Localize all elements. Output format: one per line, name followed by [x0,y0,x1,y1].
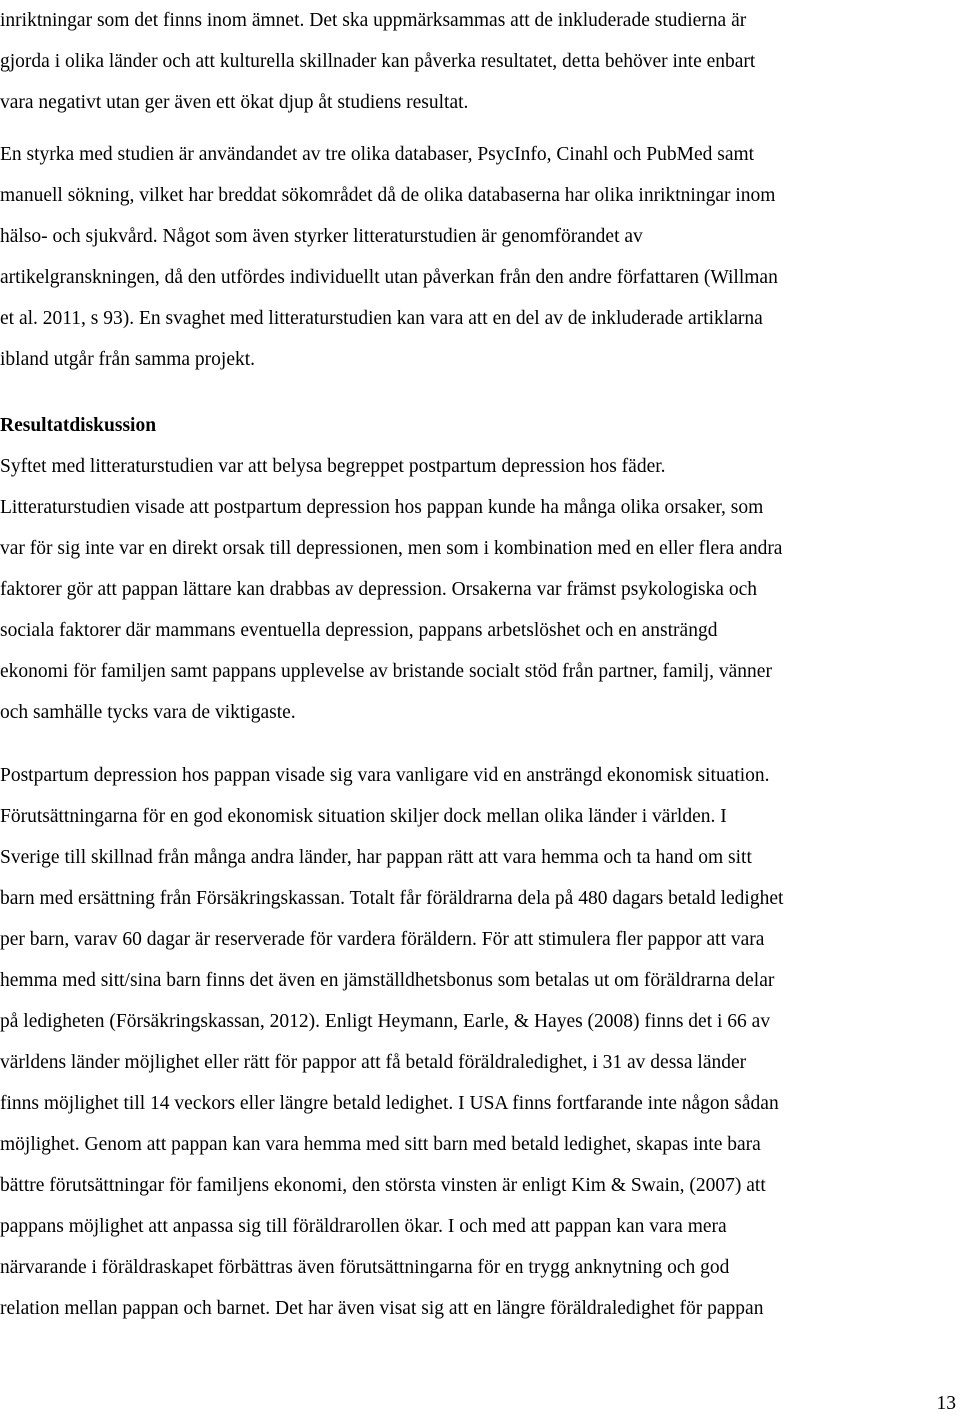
text-line: faktorer gör att pappan lättare kan drabbas av depression. Orsakerna var främst psykologiska och [0,579,757,600]
text-line: ibland utgår från samma projekt. [0,349,256,370]
text-line: hälso- och sjukvård. Något som även styrker litteraturstudien är genomförandet av [0,226,643,247]
text-line: per barn, varav 60 dagar är reserverade för vardera föräldern. För att stimulera fler pappor att vara [0,929,765,950]
text-line: världens länder möjlighet eller rätt för pappor att få betald föräldraledighet, i 31 av dessa länder [0,1052,747,1073]
text-line: Förutsättningarna för en god ekonomisk situation skiljer dock mellan olika länder i världen. I [0,806,727,827]
text-line: gjorda i olika länder och att kulturella skillnader kan påverka resultatet, detta behöver inte enbart [0,51,756,72]
section-heading-text: Resultatdiskussion [0,415,157,436]
section-heading [0,405,960,446]
intro-paragraph [0,0,960,123]
text-line: på ledigheten (Försäkringskassan, 2012). Enligt Heymann, Earle, & Hayes (2008) finns det i 66 av [0,1011,771,1032]
text-line: bättre förutsättningar för familjens ekonomi, den största vinsten är enligt Kim & Swain, (2007) att [0,1175,766,1196]
text-line: inriktningar som det finns inom ämnet. Det ska uppmärksammas att de inkluderade studierna är [0,10,747,31]
text-line: manuell sökning, vilket har breddat sökområdet då de olika databaserna har olika inriktningar inom [0,185,776,206]
results-paragraph [0,446,960,733]
text-line: ekonomi för familjen samt pappans upplevelse av bristande socialt stöd från partner, familj, vänner [0,661,772,682]
text-line: artikelgranskningen, då den utfördes individuellt utan påverkan från den andre författaren (Willman [0,267,778,288]
text-line: sociala faktorer där mammans eventuella depression, pappans arbetslöshet och en ansträngd [0,620,718,641]
text-line: hemma med sitt/sina barn finns det även en jämställdhetsbonus som betalas ut om föräldrarna delar [0,970,775,991]
text-line: pappans möjlighet att anpassa sig till föräldrarollen ökar. I och med att pappan kan vara mera [0,1216,727,1237]
text-line: Litteraturstudien visade att postpartum depression hos pappan kunde ha många olika orsaker, som [0,497,764,518]
text-line: et al. 2011, s 93). En svaghet med litteraturstudien kan vara att en del av de inkluderade artiklarna [0,308,763,329]
text-line: närvarande i föräldraskapet förbättras även förutsättningarna för en trygg anknytning och god [0,1257,730,1278]
text-line: finns möjlighet till 14 veckors eller längre betald ledighet. I USA finns fortfarande inte någon sådan [0,1093,779,1114]
text-line: Postpartum depression hos pappan visade sig vara vanligare vid en ansträngd ekonomisk situation. [0,765,770,786]
text-line: barn med ersättning från Försäkringskassan. Totalt får föräldrarna dela på 480 dagars betald ledighet [0,888,784,909]
text-line: En styrka med studien är användandet av tre olika databaser, PsycInfo, Cinahl och PubMed samt [0,144,755,165]
economy-paragraph [0,755,960,1329]
strength-paragraph [0,134,960,380]
text-line: relation mellan pappan och barnet. Det har även visat sig att en längre föräldraledighet för pappan [0,1298,764,1319]
text-line: var för sig inte var en direkt orsak till depressionen, men som i kombination med en eller flera andra [0,538,783,559]
page-number: 13 [936,1393,956,1414]
text-line: Syftet med litteraturstudien var att belysa begreppet postpartum depression hos fäder. [0,456,666,477]
text-line: och samhälle tycks vara de viktigaste. [0,702,296,723]
text-line: möjlighet. Genom att pappan kan vara hemma med sitt barn med betald ledighet, skapas inte bara [0,1134,761,1155]
text-line: Sverige till skillnad från många andra länder, har pappan rätt att vara hemma och ta hand om sitt [0,847,752,868]
text-line: vara negativt utan ger även ett ökat djup åt studiens resultat. [0,92,469,113]
